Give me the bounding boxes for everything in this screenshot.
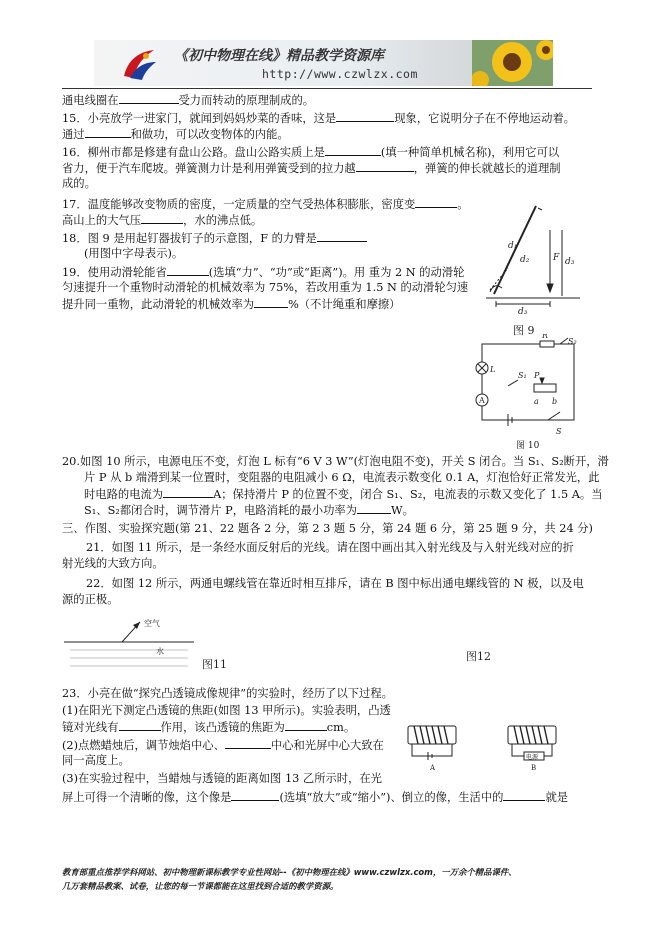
fig9-label-d2: d₂: [520, 255, 530, 265]
fig10-label-A: A: [479, 396, 485, 405]
question-18-line2: (用图中字母表示)。: [84, 247, 184, 260]
fig11-air-label: 空气: [144, 619, 160, 628]
figure-9-diagram: [480, 200, 585, 318]
question-23-line7: 屏上可得一个清晰的像，这个像是 (选填“放大”或“缩小”)、倒立的像，生活中的 就是: [62, 791, 569, 804]
question-18: 18．图 9 是用起钉器拔钉子的示意图，F 的力臂是: [62, 230, 367, 247]
question-16: 16．柳州市都是修建有盘山公路。盘山公路实质上是 (填一种简单机械名称)，利用它可以: [62, 146, 560, 159]
fig12-label-B: B: [531, 764, 537, 772]
question-20-line2: 片 P 从 b 端滑到某一位置时，变阻器的电阻减小 6 Ω，电流表示数变化 0.1 A，灯泡恰好正常发光，此: [84, 471, 600, 484]
figure-12-caption: 图12: [466, 650, 491, 663]
fig10-label-R: R: [542, 334, 549, 340]
question-23-line6: (3)在实验过程中，当蜡烛与透镜的距离如图 13 乙所示时，在光: [62, 772, 382, 785]
question-21: 21．如图 11 所示，是一条经水面反射后的光线。请在图中画出其入射光线及与入射光线对应的折: [86, 541, 574, 554]
fig10-label-L: L: [490, 365, 496, 374]
question-21-line2: 射光线的大致方向。: [62, 557, 164, 570]
banner-title: 《初中物理在线》精品教学资源库: [174, 48, 384, 64]
line-14-cont: 通电线圈在 受力而转动的原理制成的。: [62, 94, 315, 107]
question-23-line4: (2)点燃蜡烛后，调节烛焰中心、 中心和光屏中心大致在: [62, 739, 384, 752]
banner-url: http://www.czwlzx.com: [262, 67, 418, 81]
question-16-line2: 省力，便于汽车爬坡。弹簧测力计是利用弹簧受到的拉力越 ，弹簧的伸长就越长的道理制: [62, 162, 561, 175]
fig10-label-P: P: [534, 371, 540, 380]
question-20: 20.如图 10 所示，电源电压不变，灯泡 L 标有“6 V 3 W”(灯泡电阻不变)，开关 S 闭合。当 S₁、S₂断开，滑: [62, 455, 609, 468]
question-17: 17．温度能够改变物质的密度，一定质量的空气受热体积膨胀，密度变 。: [62, 198, 469, 211]
question-16-line3: 成的。: [62, 177, 96, 190]
fig11-water-label: 水: [156, 647, 164, 656]
question-15-line2: 通过 和做功，可以改变物体的内能。: [62, 128, 289, 141]
question-15: 15．小亮放学一进家门，就闻到妈妈炒菜的香味，这是 现象，它说明分子在不停地运动着。: [62, 112, 575, 125]
question-19: 19．使用动滑轮能省 (选填“力”、“功”或“距离”)。用 重为 2 N 的动滑轮: [62, 266, 465, 279]
figure-12-solenoids: [400, 720, 580, 772]
question-23-line5: 同一高度上。: [62, 754, 130, 767]
question-23-line3: 镜对光线有 作用，该凸透镜的焦距为 cm。: [62, 721, 356, 734]
section-3-heading: 三、作图、实验探究题(第 21、22 题各 2 分，第 2 3 题 5 分，第 24 题 6 分，第 25 题 9 分，共 24 分): [62, 522, 593, 535]
fig10-label-b: b: [552, 397, 558, 406]
fig10-label-a: a: [534, 397, 539, 406]
question-20-line4: S₁、S₂都闭合时，调节滑片 P，电路消耗的最小功率为 W。: [84, 504, 414, 517]
figure-11-diagram: [62, 612, 202, 674]
fig9-label-F: F: [553, 253, 560, 263]
question-19-line2: 匀速提升一个重物时动滑轮的机械效率为 75%，若改用重为 1.5 N 的动滑轮匀速: [62, 281, 469, 294]
figure-10-caption: 图 10: [516, 441, 540, 451]
footer-line-1: 教育部重点推荐学科网站、初中物理新课标教学专业性网站--《初中物理在线》www.czwlzx.com，一万余个精品课件、: [62, 867, 517, 877]
fig10-label-S: S: [556, 427, 562, 436]
question-17-line2: 高山上的大气压 ，水的沸点低。: [62, 214, 263, 227]
fig10-label-S1: S₁: [518, 371, 527, 380]
question-23-line2: (1)在阳光下测定凸透镜的焦距(如图 13 甲所示)。实验表明，凸透: [62, 704, 391, 717]
fig12-label-A: A: [430, 764, 436, 772]
figure-9-caption: 图 9: [513, 324, 535, 337]
header-rule: [62, 88, 592, 89]
fig9-label-d3-side: d₃: [565, 257, 575, 267]
question-23: 23．小亮在做“探究凸透镜成像规律”的实验时，经历了以下过程。: [62, 687, 393, 700]
footer-line-2: 几万套精品教案、试卷，让您的每一节课都能在这里找到合适的教学资源。: [62, 881, 339, 891]
site-logo: [120, 46, 160, 82]
fig10-label-S2: S₂: [568, 337, 577, 346]
fig9-label-d1: d₁: [508, 241, 518, 251]
figure-11-caption: 图11: [202, 658, 227, 671]
question-20-line3: 时电路的电流为 A；保持滑片 P 的位置不变，闭合 S₁、S₂，电流表的示数又变化了 1.5 A。当: [84, 488, 603, 501]
header-banner: [94, 40, 553, 86]
question-19-line3: 提升同一重物，此动滑轮的机械效率为 %（不计绳重和摩擦）: [62, 298, 401, 311]
fig9-label-d3-bottom: d₃: [518, 307, 528, 317]
figure-10-circuit: [468, 334, 588, 438]
question-22-line2: 源的正极。: [62, 593, 119, 606]
sunflower-image: [472, 40, 553, 86]
fig12-label-power: 电源: [526, 754, 539, 761]
question-22: 22．如图 12 所示，两通电螺线管在靠近时相互排斥，请在 B 图中标出通电螺线管的 N 极，以及电: [86, 577, 584, 590]
